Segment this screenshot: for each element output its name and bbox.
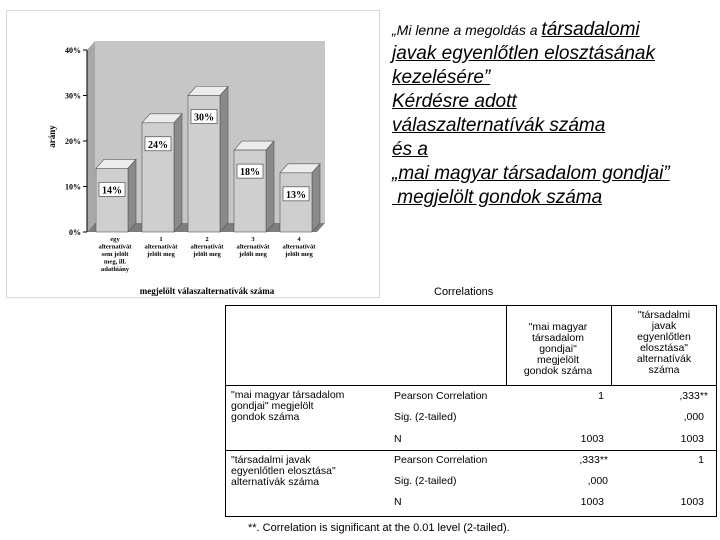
table-divider (506, 306, 507, 385)
heading-line-8: megjelölt gondok száma (392, 187, 603, 208)
row-label-line: alternatívák száma (231, 476, 320, 488)
y-axis-title: arány (47, 125, 57, 148)
table-cell: ,333** (679, 390, 708, 402)
bar-side (174, 114, 182, 232)
data-label: 24% (148, 139, 168, 151)
x-tick-label: 2 (205, 236, 209, 243)
table-cell: 1 (598, 390, 604, 402)
x-tick-label: egy (110, 236, 120, 243)
col-header-line: javak (651, 320, 677, 332)
col-header-line: megjelölt (536, 354, 580, 366)
col-header-line: elosztása" (639, 342, 689, 354)
col-header-line: társadalom (532, 332, 584, 344)
col-header-line: egyenlőtlen (637, 331, 691, 343)
heading-line-1 (392, 18, 718, 42)
table-cell: ,000 (587, 475, 608, 487)
col-header-gondok (508, 322, 608, 377)
x-tick-label: jelölt meg (147, 251, 175, 258)
stat-name: Sig. (2-tailed) (394, 475, 457, 487)
chart-side-wall (87, 41, 95, 232)
col-header-alternativak (614, 310, 714, 376)
table-cell: 1 (698, 454, 704, 466)
heading-line-1-underlined: társadalomi (541, 19, 640, 40)
row-label-line: "társadalmi javak (231, 454, 311, 466)
data-label: 30% (194, 112, 214, 124)
row-label-line: "mai magyar társadalom (231, 389, 345, 401)
stat-name: N (394, 496, 402, 508)
x-tick-label: 4 (297, 236, 301, 243)
x-tick-label: alternatívát (236, 243, 270, 251)
data-label: 18% (240, 167, 260, 179)
x-tick-label: alternatívát (98, 243, 132, 251)
table-cell: ,333** (579, 454, 608, 466)
col-header-line: gondjai" (539, 343, 577, 355)
stat-name: Pearson Correlation (394, 454, 488, 466)
bar (96, 168, 128, 232)
y-tick-label: 40% (65, 46, 81, 55)
table-divider (226, 450, 716, 451)
col-header-line: gondok száma (523, 365, 593, 377)
x-tick-label: adathiány (100, 266, 130, 273)
table-divider (226, 385, 716, 386)
x-axis-title: megjelölt válaszalternatívák száma (139, 286, 275, 296)
row-label-alternativak (231, 455, 391, 488)
y-tick-label: 0% (69, 228, 81, 237)
stat-name: Pearson Correlation (394, 390, 488, 402)
table-cell: 1003 (680, 433, 704, 445)
x-tick-label: meg, ill. (103, 258, 127, 266)
x-tick-label: jelölt meg (239, 251, 267, 258)
heading-line-7: „mai magyar társadalom gondjai” (392, 163, 670, 184)
col-header-line: "mai magyar (528, 321, 588, 333)
col-header-line: száma (648, 364, 680, 376)
col-header-line: "társadalmi (637, 309, 691, 321)
bar-side (312, 164, 320, 232)
row-label-line: egyenlőtlen elosztása" (231, 465, 336, 477)
data-label: 13% (286, 189, 306, 201)
table-cell: 1003 (680, 496, 704, 508)
heading-line-4: Kérdésre adott (392, 91, 517, 112)
heading-line-2: javak egyenlőtlen elosztásának (392, 43, 656, 64)
row-label-line: gondok száma (231, 411, 300, 423)
bar-side (220, 87, 228, 233)
x-tick-label: alternatívát (282, 243, 316, 251)
stat-name: Sig. (2-tailed) (394, 411, 457, 423)
table-cell: ,000 (683, 411, 704, 423)
heading-line-3: kezelésére” (392, 67, 491, 88)
row-label-gondok (231, 390, 391, 423)
slide-heading (392, 18, 718, 210)
y-tick-label: 20% (65, 137, 81, 146)
bar (234, 150, 266, 232)
y-tick-label: 30% (65, 91, 81, 101)
table-divider (611, 306, 612, 385)
table-title: Correlations (434, 286, 494, 298)
table-cell: 1003 (580, 496, 604, 508)
table-footnote: **. Correlation is significant at the 0.01 level (2-tailed). (248, 522, 510, 534)
heading-line-5: válaszalternatívák száma (392, 115, 606, 136)
heading-line-1-prefix: „Mi lenne a megoldás a (392, 22, 542, 38)
x-tick-label: sem jelölt (101, 251, 129, 258)
bar-side (266, 141, 274, 232)
col-header-line: alternatívák (636, 353, 692, 365)
bar-side (128, 159, 136, 232)
y-tick-label: 10% (65, 182, 81, 192)
stat-name: N (394, 433, 402, 445)
table-cell: 1003 (580, 433, 604, 445)
correlations-table (225, 305, 717, 517)
x-tick-label: 3 (251, 236, 255, 243)
x-tick-label: alternatívát (190, 243, 224, 251)
bar (280, 173, 312, 232)
bar-chart (7, 11, 379, 297)
x-tick-label: jelölt meg (193, 251, 221, 258)
heading-line-6: és a (392, 139, 428, 160)
row-label-line: gondjai" megjelölt (231, 400, 314, 412)
x-tick-label: 1 (159, 236, 163, 243)
bar-chart-panel (6, 10, 380, 298)
data-label: 14% (102, 185, 122, 197)
x-tick-label: jelölt meg (285, 251, 313, 258)
x-tick-label: alternatívát (144, 243, 178, 251)
